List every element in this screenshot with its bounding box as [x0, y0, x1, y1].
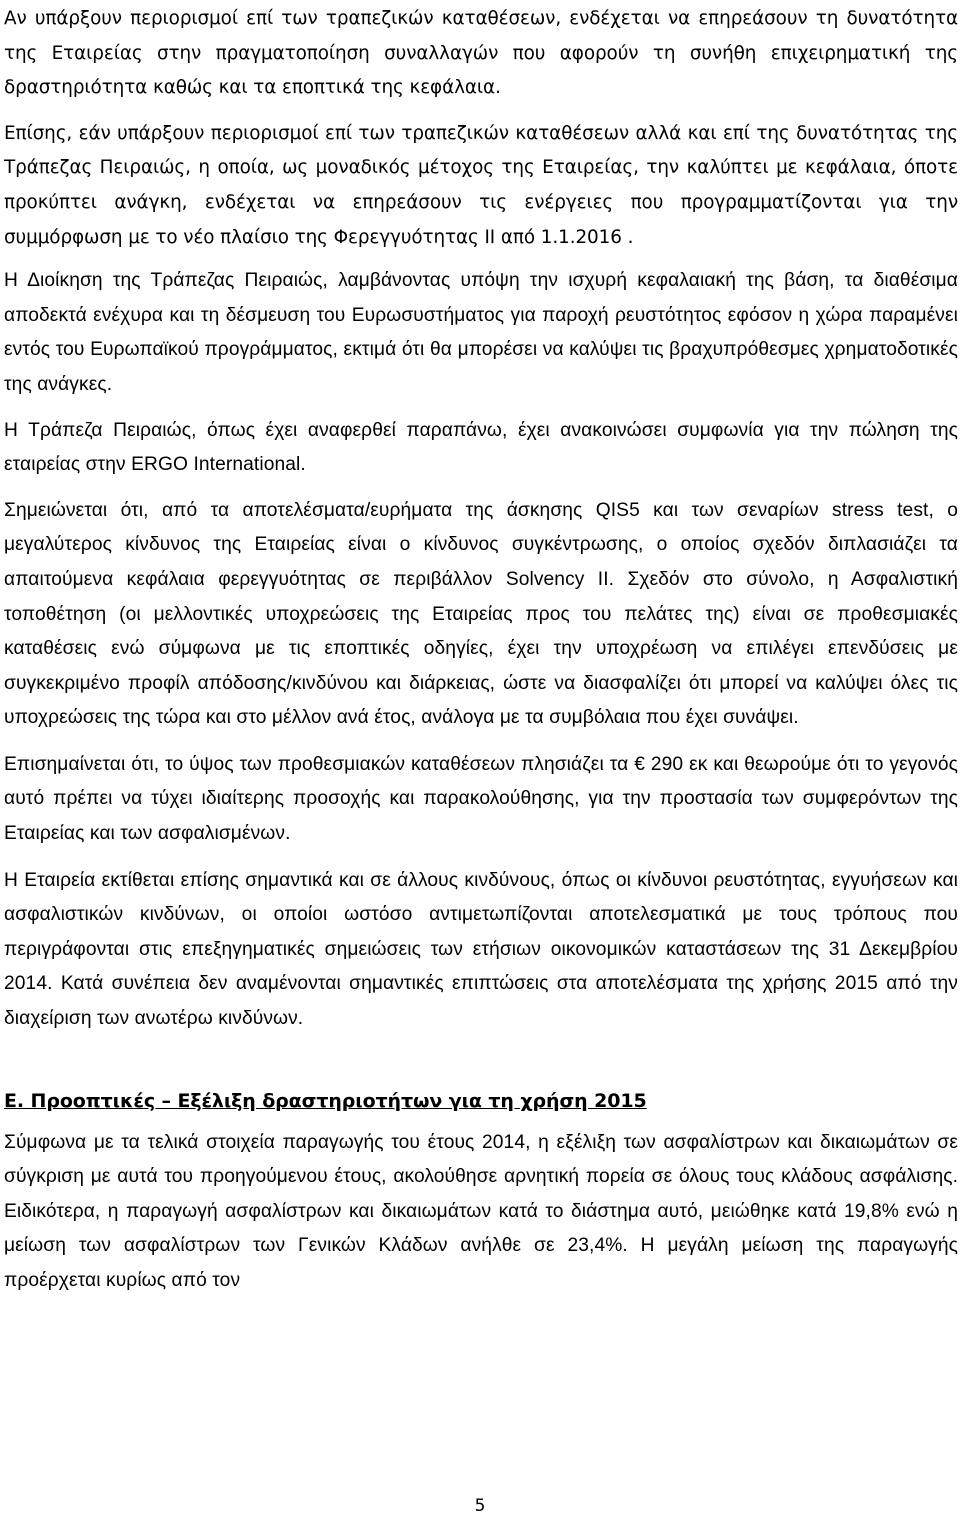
- paragraph-ergo-sale: Η Τράπεζα Πειραιώς, όπως έχει αναφερθεί παραπάνω, έχει ανακοινώσει συμφωνία για την πώληση της εταιρείας στην ERGO International.: [4, 419, 958, 476]
- paragraph-solvency-ii-compliance: Επίσης, εάν υπάρξουν περιορισμοί επί των τραπεζικών καταθέσεων αλλά και επί της δυνατότητας της Τράπεζας Πειραιώς, η οποία, ως μοναδικός μέτοχος της Εταιρείας, την καλύπτει με κεφάλαια, όποτε προκύπτει ανάγκη, ενδέχεται να επηρεάσουν τις ενέργειες που προγραμματίζονται για την συμμόρφωση με το νέο πλαίσιο της Φερεγγυότητας ΙΙ από 1.1.2016 .: [4, 122, 958, 248]
- paragraph-bank-deposit-restrictions: Αν υπάρξουν περιορισμοί επί των τραπεζικών καταθέσεων, ενδέχεται να επηρεάσουν τη δυνατότητα της Εταιρείας στην πραγματοποίηση συναλλαγών που αφορούν τη συνήθη επιχειρηματική της δραστηριότητα καθώς και τα εποπτικά της κεφάλαια.: [4, 8, 958, 99]
- paragraph-qis5-concentration-risk: Σημειώνεται ότι, από τα αποτελέσματα/ευρήματα της άσκησης QIS5 και των σεναρίων stress test, ο μεγαλύτερος κίνδυνος της Εταιρείας είναι ο κίνδυνος συγκέντρωσης, ο οποίος σχεδόν διπλασιάζει τα απαιτούμενα κεφάλαια φερεγγυότητας σε περιβάλλον Solvency II. Σχεδόν στο σύνολο, η Ασφαλιστική τοποθέτηση (οι μελλοντικές υποχρεώσεις της Εταιρείας προς του πελάτες της) είναι σε προθεσμιακές καταθέσεις ενώ σύμφωνα με τις εποπτικές οδηγίες, έχει την υποχρέωση να επιλέγει επενδύσεις με συγκεκριμένο προφίλ απόδοσης/κινδύνου και διάρκειας, ώστε να διασφαλίζει ότι μπορεί να καλύψει όλες τις υποχρεώσεις της τώρα και στο μέλλον ανά έτος, ανάλογα με τα συμβόλαια που έχει συνάψει.: [4, 499, 958, 729]
- paragraph-piraeus-liquidity: Η Διοίκηση της Τράπεζας Πειραιώς, λαμβάνοντας υπόψη την ισχυρή κεφαλαιακή της βάση, τα διαθέσιμα αποδεκτά ενέχυρα και τη δέσμευση του Ευρωσυστήματος για παροχή ρευστότητος εφόσον η χώρα παραμένει εντός του Ευρωπαϊκού προγράμματος, εκτιμά ότι θα μπορέσει να καλύψει τις βραχυπρόθεσμες χρηματοδοτικές της ανάγκες.: [4, 270, 958, 395]
- page-number: 5: [474, 1496, 486, 1516]
- paragraph-term-deposits: Επισημαίνεται ότι, το ύψος των προθεσμιακών καταθέσεων πλησιάζει τα € 290 εκ και θεωρούμε ότι το γεγονός αυτό πρέπει να τύχει ιδιαίτερης προσοχής και παρακολούθησης, για την προστασία των συμφερόντων της Εταιρείας και των ασφαλισμένων.: [4, 753, 958, 845]
- paragraph-other-risks: Η Εταιρεία εκτίθεται επίσης σημαντικά και σε άλλους κινδύνους, όπως οι κίνδυνοι ρευστότητας, εγγυήσεων και ασφαλιστικών κινδύνων, οι οποίοι ωστόσο αντιμετωπίζονται αποτελεσματικά με τους τρόπους που περιγράφονται στις επεξηγηματικές σημειώσεις των ετήσιων οικονομικών καταστάσεων της 31 Δεκεμβρίου 2014. Κατά συνέπεια δεν αναμένονται σημαντικές επιπτώσεις στα αποτελέσματα της χρήσης 2015 από την διαχείριση των ανωτέρω κινδύνων.: [4, 869, 958, 1030]
- section-heading-outlook-2015: Ε. Προοπτικές – Εξέλιξη δραστηριοτήτων για τη χρήση 2015: [4, 1089, 647, 1112]
- document-body: [4, 2, 958, 1310]
- paragraph-production-2014: Σύμφωνα με τα τελικά στοιχεία παραγωγής του έτους 2014, η εξέλιξη των ασφαλίστρων και δικαιωμάτων σε σύγκριση με αυτά του προηγούμενου έτους, ακολούθησε αρνητική πορεία σε όλους τους κλάδους ασφάλισης. Ειδικότερα, η παραγωγή ασφαλίστρων και δικαιωμάτων κατά το διάστημα αυτό, μειώθηκε κατά 19,8% ενώ η μείωση των ασφαλίστρων των Γενικών Κλάδων ανήλθε σε 23,4%. Η μεγάλη μείωση της παραγωγής προέρχεται κυρίως από τον: [4, 1131, 958, 1291]
